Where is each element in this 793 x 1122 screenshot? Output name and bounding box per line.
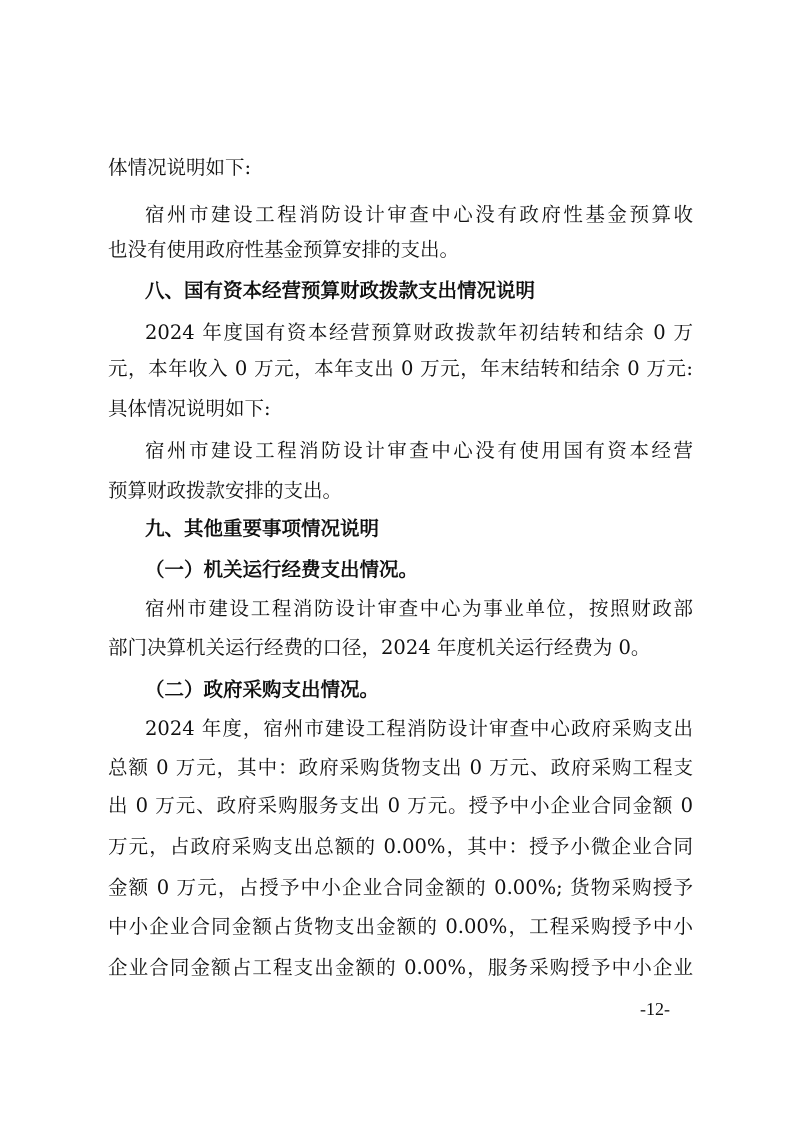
body-text-line: 元，本年收入 0 万元，本年支出 0 万元，年末结转和结余 0 万元: xyxy=(108,357,693,380)
body-text-line: 总额 0 万元，其中：政府采购货物支出 0 万元、政府采购工程支 xyxy=(108,756,693,779)
body-text-line: 出 0 万元、政府采购服务支出 0 万元。授予中小企业合同金额 0 xyxy=(108,794,693,817)
body-text-line: 金额 0 万元，占授予中小企业合同金额的 0.00%; 货物采购授予 xyxy=(108,876,693,899)
body-text-line: 也没有使用政府性基金预算安排的支出。 xyxy=(108,238,460,261)
body-text-line: 宿州市建设工程消防设计审查中心没有使用国有资本经营 xyxy=(145,439,693,462)
body-text-line: 具体情况说明如下: xyxy=(108,397,271,420)
body-text-line: 2024 年度，宿州市建设工程消防设计审查中心政府采购支出 xyxy=(145,717,693,740)
body-text-line: 部门决算机关运行经费的口径，2024 年度机关运行经费为 0。 xyxy=(108,636,651,659)
body-text-line: 企业合同金额占工程支出金额的 0.00%，服务采购授予中小企业 xyxy=(108,956,693,979)
body-text-line: 宿州市建设工程消防设计审查中心为事业单位，按照财政部 xyxy=(145,597,693,620)
page-number: -12- xyxy=(640,999,670,1019)
body-text-line: 万元，占政府采购支出总额的 0.00%，其中：授予小微企业合同 xyxy=(108,835,693,858)
section-heading-8: 八、国有资本经营预算财政拨款支出情况说明 xyxy=(145,279,536,302)
body-text-line: 中小企业合同金额占货物支出金额的 0.00%，工程采购授予中小 xyxy=(108,915,693,938)
body-text-line: 体情况说明如下: xyxy=(108,156,252,179)
subsection-heading-1: （一）机关运行经费支出情况。 xyxy=(145,558,419,581)
subsection-heading-2: （二）政府采购支出情况。 xyxy=(145,678,380,701)
body-text-line: 预算财政拨款安排的支出。 xyxy=(108,479,343,502)
body-text-line: 2024 年度国有资本经营预算财政拨款年初结转和结余 0 万 xyxy=(145,321,693,344)
section-heading-9: 九、其他重要事项情况说明 xyxy=(145,517,380,540)
body-text-line: 宿州市建设工程消防设计审查中心没有政府性基金预算收 xyxy=(145,203,693,226)
